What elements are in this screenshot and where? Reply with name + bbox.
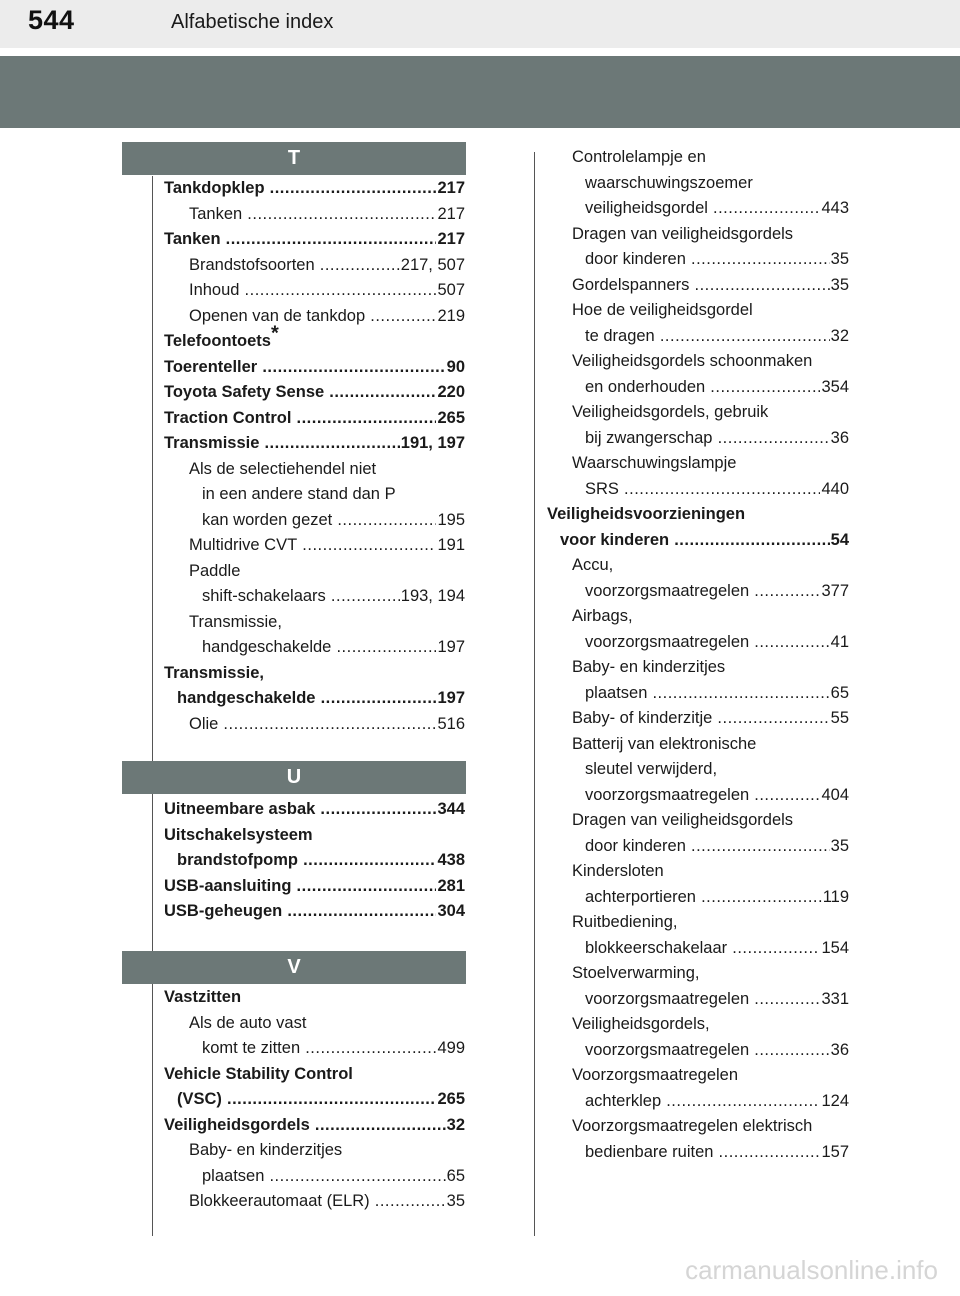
entry-label: USB-geheugen ..... [164, 899, 465, 925]
entry-label: blokkeerschakelaar ..... [585, 936, 849, 962]
entry-page-ref: 304 [436, 899, 465, 925]
index-entry [164, 380, 465, 406]
index-list-v [164, 985, 465, 1215]
entry-page-ref: 443 [820, 196, 849, 222]
index-entry [164, 1113, 465, 1139]
entry-page-ref: 35 [830, 247, 849, 273]
entry-label: Brandstofsoorten ..... [189, 253, 465, 279]
entry-page-ref: 265 [436, 1087, 465, 1113]
entry-label: handgeschakelde ..... [177, 686, 465, 712]
entry-label: door kinderen ..... [585, 834, 849, 860]
entry-label: Gordelspanners ..... [572, 273, 849, 299]
entry-label: Vastzitten [164, 988, 242, 1006]
index-list-t [164, 176, 465, 737]
entry-page-ref: 331 [820, 987, 849, 1013]
entry-label: Als de selectiehendel niet [189, 459, 377, 478]
entry-label: SRS ..... [585, 477, 849, 503]
entry-label: en onderhouden ..... [585, 375, 849, 401]
index-entry [164, 686, 465, 712]
index-entry [164, 202, 465, 228]
entry-label: komt te zitten ..... [202, 1036, 465, 1062]
entry-page-ref: 55 [830, 706, 849, 732]
entry-page-ref: 36 [830, 426, 849, 452]
index-entry [164, 1036, 465, 1062]
index-entry [164, 985, 465, 1011]
index-entry [547, 1089, 849, 1115]
entry-label: Veiligheidsvoorzieningen [547, 505, 746, 523]
entry-label: waarschuwingszoemer [585, 173, 753, 192]
index-entry [547, 706, 849, 732]
watermark: carmanualsonline.info [685, 1255, 938, 1285]
entry-label: Voorzorgsmaatregelen [572, 1066, 739, 1084]
entry-label: Veiligheidsgordels ..... [164, 1113, 465, 1139]
index-entry [547, 961, 849, 987]
entry-page-ref: 35 [446, 1189, 465, 1215]
entry-label: Multidrive CVT ..... [189, 533, 465, 559]
entry-page-ref: 54 [830, 528, 849, 554]
index-entry [164, 848, 465, 874]
index-entry [164, 712, 465, 738]
entry-page-ref: 119 [822, 885, 849, 911]
index-entry [547, 273, 849, 299]
entry-page-ref: 41 [830, 630, 849, 656]
entry-page-ref: 65 [830, 681, 849, 707]
index-entry [547, 859, 849, 885]
entry-label: shift-schakelaars ..... [202, 584, 465, 610]
index-entry [547, 247, 849, 273]
index-entry [547, 196, 849, 222]
index-entry [547, 987, 849, 1013]
index-entry [164, 431, 465, 457]
index-entry [547, 579, 849, 605]
entry-label: Als de auto vast [189, 1013, 307, 1032]
entry-label: voorzorgsmaatregelen ..... [585, 783, 849, 809]
index-entry [164, 482, 465, 508]
index-entry [547, 655, 849, 681]
entry-label: Baby- en kinderzitjes [189, 1141, 343, 1159]
entry-page-ref: 265 [436, 406, 465, 432]
index-entry [164, 1138, 465, 1164]
entry-label: Inhoud ..... [189, 278, 465, 304]
index-entry [547, 1114, 849, 1140]
entry-label: Baby- en kinderzitjes [572, 658, 726, 676]
entry-page-ref: 219 [436, 304, 465, 330]
entry-page-ref: 193, 194 [400, 584, 465, 610]
index-entry [547, 426, 849, 452]
entry-label: handgeschakelde ..... [202, 635, 465, 661]
index-entry [547, 1063, 849, 1089]
index-entry [164, 823, 465, 849]
index-entry [164, 635, 465, 661]
index-entry [547, 324, 849, 350]
section-letter-v: V [122, 951, 466, 984]
index-entry [547, 1012, 849, 1038]
index-entry [164, 584, 465, 610]
index-entry [164, 355, 465, 381]
index-entry [547, 400, 849, 426]
index-entry [547, 502, 849, 528]
entry-page-ref: 440 [820, 477, 849, 503]
index-entry [164, 227, 465, 253]
index-entry [164, 661, 465, 687]
index-entry [164, 457, 465, 483]
entry-page-ref: 217 [436, 227, 465, 253]
index-entry [547, 630, 849, 656]
index-entry [164, 533, 465, 559]
entry-label: Dragen van veiligheidsgordels [572, 224, 794, 243]
entry-label: Telefoontoets [164, 332, 271, 350]
entry-page-ref: 191 [436, 533, 465, 559]
entry-page-ref: 438 [436, 848, 465, 874]
section-letter-u: U [122, 761, 466, 794]
entry-page-ref: 217 [436, 202, 465, 228]
entry-label: achterportieren ..... [585, 885, 849, 911]
index-entry [164, 1062, 465, 1088]
entry-label: Dragen van veiligheidsgordels [572, 811, 794, 829]
entry-page-ref: 217, 507 [400, 253, 465, 279]
index-entry [164, 1087, 465, 1113]
index-entry [547, 451, 849, 477]
entry-label: Vehicle Stability Control [164, 1064, 353, 1083]
entry-label: kan worden gezet ..... [202, 508, 465, 534]
entry-label: Ruitbediening, [572, 913, 678, 931]
entry-label: Openen van de tankdop ..... [189, 304, 465, 330]
entry-label: Controlelampje en [572, 148, 706, 166]
entry-label: in een andere stand dan P [202, 485, 396, 503]
index-entry [164, 1011, 465, 1037]
entry-label: Transmissie ..... [164, 431, 465, 457]
entry-label: Stoelverwarming, [572, 964, 700, 982]
index-entry [164, 508, 465, 534]
entry-page-ref: 32 [830, 324, 849, 350]
index-entry [547, 477, 849, 503]
entry-label: (VSC) ..... [177, 1087, 465, 1113]
entry-label: Toyota Safety Sense ..... [164, 380, 465, 406]
entry-label: Blokkeerautomaat (ELR) ..... [189, 1189, 465, 1215]
running-title: Alfabetische index [171, 11, 334, 33]
entry-label: voorzorgsmaatregelen ..... [585, 630, 849, 656]
index-entry [547, 681, 849, 707]
entry-page-ref: 90 [446, 355, 465, 381]
index-entry [164, 406, 465, 432]
index-entry [547, 757, 849, 783]
entry-label: Traction Control ..... [164, 406, 465, 432]
index-entry [164, 278, 465, 304]
index-entry [547, 732, 849, 758]
index-entry [547, 375, 849, 401]
entry-page-ref: 516 [436, 712, 465, 738]
entry-label: Uitneembare asbak ..... [164, 797, 465, 823]
entry-label: brandstofpomp ..... [177, 848, 465, 874]
entry-label: Kindersloten [572, 862, 664, 880]
entry-page-ref: 32 [446, 1113, 465, 1139]
index-entry [547, 528, 849, 554]
entry-label: Veiligheidsgordels schoonmaken [572, 352, 813, 370]
entry-page-ref: 499 [436, 1036, 465, 1062]
entry-label: Olie ..... [189, 712, 465, 738]
entry-label: Hoe de veiligheidsgordel [572, 301, 753, 319]
entry-label: te dragen ..... [585, 324, 849, 350]
index-entry [547, 910, 849, 936]
entry-page-ref: 195 [436, 508, 465, 534]
entry-label: Tanken ..... [189, 202, 465, 228]
entry-label: door kinderen ..... [585, 247, 849, 273]
index-entry [547, 298, 849, 324]
entry-label: voorzorgsmaatregelen ..... [585, 987, 849, 1013]
entry-label: Batterij van elektronische [572, 734, 757, 753]
index-entry [547, 808, 849, 834]
index-entry [164, 304, 465, 330]
index-entry [547, 145, 849, 171]
index-list-right [547, 145, 849, 1165]
entry-label: sleutel verwijderd, [585, 760, 718, 778]
index-entry [547, 171, 849, 197]
index-entry [164, 874, 465, 900]
footnote-asterisk: * [270, 322, 279, 345]
entry-label: Transmissie, [189, 612, 282, 631]
entry-label: bedienbare ruiten ..... [585, 1140, 849, 1166]
entry-label: Voorzorgsmaatregelen elektrisch [572, 1117, 813, 1135]
entry-page-ref: 404 [820, 783, 849, 809]
right-column-rule [534, 152, 535, 1236]
entry-label: Uitschakelsysteem [164, 825, 313, 844]
entry-page-ref: 220 [436, 380, 465, 406]
entry-label: Waarschuwingslampje [572, 454, 737, 472]
entry-label: Baby- of kinderzitje ..... [572, 706, 849, 732]
entry-label: Toerenteller ..... [164, 355, 465, 381]
entry-page-ref: 377 [820, 579, 849, 605]
index-entry [164, 176, 465, 202]
entry-label: voorzorgsmaatregelen ..... [585, 1038, 849, 1064]
index-entry [164, 1189, 465, 1215]
index-entry [547, 349, 849, 375]
entry-page-ref: 191, 197 [400, 431, 465, 457]
entry-label: Veiligheidsgordels, [572, 1015, 710, 1033]
entry-label: plaatsen ..... [202, 1164, 465, 1190]
index-entry [164, 899, 465, 925]
entry-label: Airbags, [572, 607, 633, 625]
entry-label: Accu, [572, 556, 614, 574]
entry-label: Tanken ..... [164, 227, 465, 253]
left-column-rule [152, 176, 153, 1236]
index-entry [547, 885, 849, 911]
entry-label: voorzorgsmaatregelen ..... [585, 579, 849, 605]
index-entry [164, 610, 465, 636]
entry-page-ref: 35 [830, 834, 849, 860]
entry-label: achterklep ..... [585, 1089, 849, 1115]
header-bar [0, 0, 960, 48]
entry-page-ref: 65 [446, 1164, 465, 1190]
index-entry [164, 1164, 465, 1190]
entry-page-ref: 36 [830, 1038, 849, 1064]
entry-page-ref: 197 [436, 635, 465, 661]
entry-label: Veiligheidsgordels, gebruik [572, 403, 769, 421]
index-entry [164, 322, 465, 355]
index-entry [547, 1038, 849, 1064]
entry-page-ref: 354 [820, 375, 849, 401]
index-entry [547, 834, 849, 860]
index-entry [547, 222, 849, 248]
header-band [0, 56, 960, 128]
index-entry [164, 253, 465, 279]
entry-label: Transmissie, [164, 663, 264, 682]
entry-label: bij zwangerschap ..... [585, 426, 849, 452]
index-entry [547, 604, 849, 630]
entry-page-ref: 35 [830, 273, 849, 299]
entry-page-ref: 281 [436, 874, 465, 900]
entry-page-ref: 217 [436, 176, 465, 202]
entry-page-ref: 154 [820, 936, 849, 962]
index-list-u [164, 797, 465, 925]
index-entry [547, 1140, 849, 1166]
entry-page-ref: 344 [436, 797, 465, 823]
section-letter-t: T [122, 142, 466, 175]
entry-label: Paddle [189, 561, 241, 580]
index-entry [164, 559, 465, 585]
entry-label: plaatsen ..... [585, 681, 849, 707]
entry-page-ref: 124 [820, 1089, 849, 1115]
entry-label: veiligheidsgordel ..... [585, 196, 849, 222]
entry-page-ref: 157 [820, 1140, 849, 1166]
index-entry [547, 783, 849, 809]
page-number: 544 [28, 5, 75, 35]
entry-page-ref: 507 [436, 278, 465, 304]
index-entry [547, 936, 849, 962]
entry-label: voor kinderen ..... [560, 528, 849, 554]
index-entry [547, 553, 849, 579]
entry-label: USB-aansluiting ..... [164, 874, 465, 900]
index-entry [164, 797, 465, 823]
entry-label: Tankdopklep ..... [164, 176, 465, 202]
entry-page-ref: 197 [436, 686, 465, 712]
